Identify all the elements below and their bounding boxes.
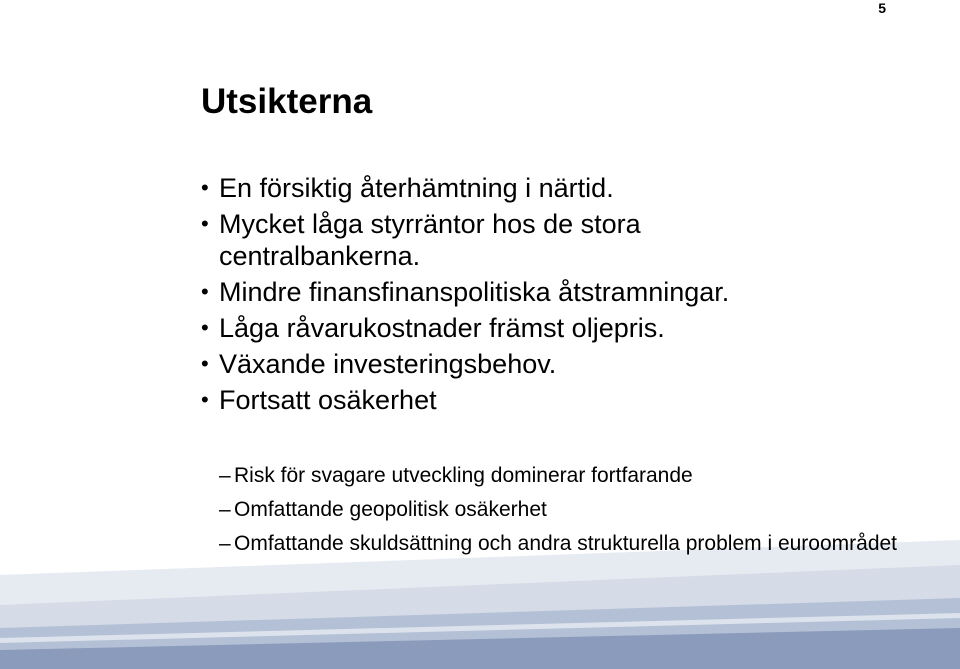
bullet-list [201, 172, 901, 420]
sub-bullet-list [219, 462, 899, 564]
bullet-icon: • [201, 211, 209, 236]
sub-bullet-text: Risk för svagare utveckling dominerar fortfarande [234, 464, 693, 487]
bullet-icon: • [201, 351, 209, 376]
sub-bullet-item [219, 462, 899, 490]
bullet-item [201, 172, 901, 204]
bullet-text: Låga råvarukostnader främst oljepris. [219, 313, 665, 343]
bullet-text: Växande investeringsbehov. [219, 349, 557, 379]
bullet-icon: • [201, 175, 209, 200]
page-number: 5 [878, 0, 886, 16]
bullet-item [201, 208, 779, 272]
bullet-item [201, 384, 901, 416]
slide-title: Utsikterna [201, 82, 373, 121]
dash-icon: – [219, 498, 231, 521]
bullet-icon: • [201, 279, 209, 304]
sub-bullet-text: Omfattande skuldsättning och andra strukturella problem i euroområdet [234, 532, 898, 555]
sub-bullet-text: Omfattande geopolitisk osäkerhet [234, 498, 547, 521]
bullet-item [201, 312, 901, 344]
dash-icon: – [219, 464, 231, 487]
sub-bullet-item [219, 496, 899, 524]
bullet-icon: • [201, 315, 209, 340]
bullet-text: En försiktig återhämtning i närtid. [219, 173, 614, 203]
bullet-text: Mindre finansfinanspolitiska åtstramningar. [219, 277, 730, 307]
bullet-text: Mycket låga styrräntor hos de stora centralbankerna. [219, 209, 641, 271]
bullet-item [201, 348, 901, 380]
dash-icon: – [219, 532, 231, 555]
bullet-text: Fortsatt osäkerhet [219, 385, 437, 415]
sub-bullet-item [219, 530, 899, 558]
bullet-item [201, 276, 901, 308]
bullet-icon: • [201, 387, 209, 412]
